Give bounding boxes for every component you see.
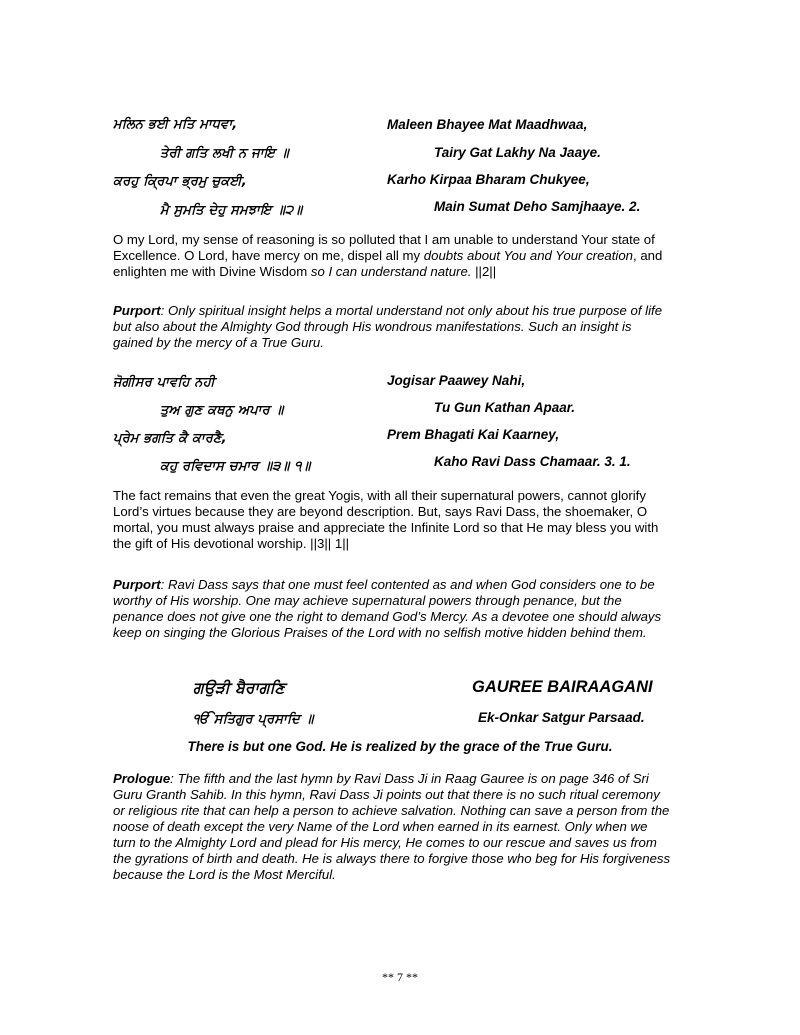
prologue-paragraph: Prologue: The fifth and the last hymn by Ravi Dass Ji in Raag Gauree is on page 346 of Sri Guru Granth Sahib. In this hymn, Ravi Dass Ji points out that there is no such ritual ceremony or religious rite that can help a person to achieve salvation. Nothing can save a person from the noose of death except the very Name of the Lord when earned in its earnest. Only when we turn to the Almighty Lord and plead for His mercy, He comes to our rescue and saves us from the gyrations of birth and death. He is always there to forgive those who beg for His forgiveness because the Lord is the Most Merciful. — [113, 771, 671, 882]
verse1-translit-line3: Karho Kirpaa Bharam Chukyee, — [387, 172, 590, 187]
verse2-translit-line4: Kaho Ravi Dass Chamaar. 3. 1. — [434, 454, 631, 469]
mool-mantar-meaning: There is but one God. He is realized by the grace of the True Guru. — [187, 739, 613, 754]
verse1-gurmukhi-line4: ਮੈ ਸੁਮਤਿ ਦੇਹੁ ਸਮਝਾਇ ॥੨॥ — [160, 203, 303, 218]
verse2-translit-line2: Tu Gun Kathan Apaar. — [434, 400, 576, 415]
verse2-gurmukhi-line3: ਪ੍ਰੇਮ ਭਗਤਿ ਕੈ ਕਾਰਣੈ, — [113, 431, 227, 446]
translation-paragraph-2: The fact remains that even the great Yogis, with all their supernatural powers, cannot glorify Lord’s virtues because they are beyond description. But, says Ravi Dass, the shoemaker, O mortal, you must always praise and appreciate the Infinite Lord so that He may bless you with the gift of His devotional worship. ||3|| 1|| — [113, 488, 659, 551]
section-title-gurmukhi: ਗਉੜੀ ਬੈਰਾਗਣਿ — [193, 679, 285, 697]
purport-paragraph-2: Purport: Ravi Dass says that one must feel contented as and when God considers one to be worthy of His worship. One may achieve supernatural powers through penance, but the penance does not give one the right to demand God’s Mercy. As a devotee one should always keep on singing the Glorious Praises of the Lord with no selfish motive hidden behind them. — [113, 577, 662, 640]
verse2-gurmukhi-line2: ਤੁਅ ਗੁਣ ਕਥਨੁ ਅਪਾਰ ॥ — [160, 403, 284, 418]
verse1-gurmukhi-line3: ਕਰਹੁ ਕ੍ਰਿਪਾ ਭ੍ਰਮੁ ਚੁਕਈ, — [113, 174, 247, 189]
page-number: ** 7 ** — [382, 970, 418, 984]
mool-mantar-translit: Ek-Onkar Satgur Parsaad. — [478, 710, 645, 725]
verse1-gurmukhi-line1: ਮਲਿਨ ਭਈ ਮਤਿ ਮਾਧਵਾ, — [113, 117, 238, 132]
verse2-translit-line3: Prem Bhagati Kai Kaarney, — [387, 427, 560, 442]
verse1-gurmukhi-line2: ਤੇਰੀ ਗਤਿ ਲਖੀ ਨ ਜਾਇ ॥ — [160, 146, 289, 161]
verse2-gurmukhi-line4: ਕਹੁ ਰਵਿਦਾਸ ਚਮਾਰ ॥੩॥ ੧॥ — [160, 459, 311, 474]
verse1-translit-line1: Maleen Bhayee Mat Maadhwaa, — [387, 117, 588, 132]
verse2-translit-line1: Jogisar Paawey Nahi, — [387, 373, 526, 388]
verse1-translit-line2: Tairy Gat Lakhy Na Jaaye. — [434, 145, 601, 160]
section-title-translit: GAUREE BAIRAAGANI — [472, 678, 653, 696]
mool-mantar-gurmukhi: ੴ ਸਤਿਗੁਰ ਪ੍ਰਸਾਦਿ ॥ — [193, 712, 314, 727]
verse2-gurmukhi-line1: ਜੋਗੀਸਰ ਪਾਵਹਿ ਨਹੀ — [113, 375, 215, 390]
translation-paragraph-1: O my Lord, my sense of reasoning is so polluted that I am unable to understand Your state of Excellence. O Lord, have mercy on me, dispel all my doubts about You and Your creation, and enlighten me with Divine Wisdom so I can understand nature. ||2|| — [113, 232, 663, 279]
purport-paragraph-1: Purport: Only spiritual insight helps a mortal understand not only about his true purpose of life but also about the Almighty God through His wondrous manifestations. Such an insight is gained by the mercy of a True Guru. — [113, 303, 663, 350]
verse1-translit-line4: Main Sumat Deho Samjhaaye. 2. — [434, 199, 641, 214]
